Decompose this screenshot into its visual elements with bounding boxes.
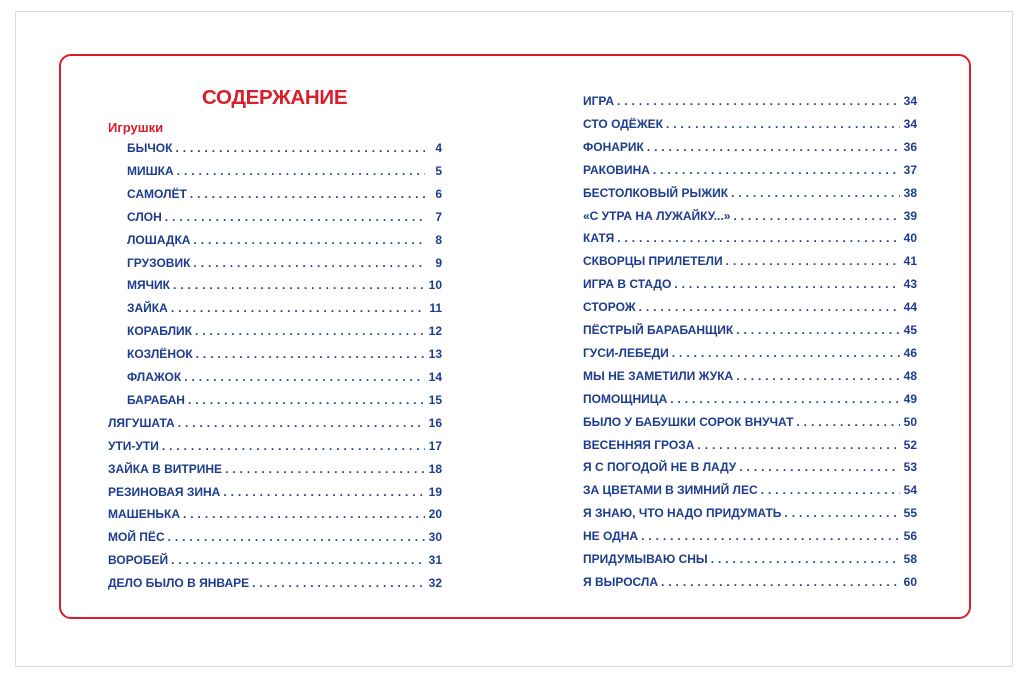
toc-entry-page: 10	[428, 278, 442, 293]
toc-entry-page: 46	[903, 345, 917, 360]
dot-leader	[653, 163, 900, 177]
toc-entry-page: 41	[903, 254, 917, 269]
dot-leader	[731, 186, 900, 200]
toc-entry-title: БЫЧОК	[127, 141, 173, 155]
toc-entry-title: СТОРОЖ	[583, 300, 636, 315]
toc-entry-page: 30	[428, 530, 442, 545]
toc-entry	[108, 553, 442, 573]
toc-entry-title: КОЗЛЁНОК	[127, 347, 193, 362]
section-heading-toys: Игрушки	[108, 120, 164, 135]
toc-entry-page: 49	[903, 391, 917, 406]
dot-leader	[739, 460, 900, 474]
toc-entry-title: САМОЛЁТ	[127, 186, 187, 201]
toc-entry	[583, 529, 917, 549]
toc-entry-title: КАТЯ	[583, 231, 615, 246]
dot-leader	[171, 301, 425, 315]
dot-leader	[639, 300, 900, 314]
toc-entry-title: ДЕЛО БЫЛО В ЯНВАРЕ	[108, 576, 250, 591]
toc-entry-title: ФЛАЖОК	[127, 370, 182, 384]
toc-entry	[127, 324, 442, 344]
toc-entry	[108, 530, 442, 550]
toc-entry	[127, 301, 442, 321]
toc-entry	[583, 277, 917, 297]
dot-leader	[784, 506, 900, 520]
toc-entry-title: ВОРОБЕЙ	[108, 553, 169, 568]
toc-entry-title: ЛЯГУШАТА	[108, 415, 175, 430]
toc-entry	[108, 416, 442, 436]
dot-leader	[190, 187, 425, 201]
toc-entry	[583, 300, 917, 320]
dot-leader	[736, 323, 900, 337]
toc-entry-title: ЗАЙКА В ВИТРИНЕ	[108, 461, 223, 476]
page-title: СОДЕРЖАНИЕ	[202, 86, 348, 109]
dot-leader	[162, 439, 425, 453]
dot-leader	[171, 553, 425, 567]
toc-entry-title: МЯЧИК	[127, 278, 171, 293]
toc-entry-title: ЗА ЦВЕТАМИ В ЗИМНИЙ ЛЕС	[583, 483, 758, 498]
toc-entry-page: 54	[903, 483, 917, 498]
dot-leader	[184, 370, 425, 384]
toc-entry	[108, 507, 442, 527]
dot-leader	[175, 141, 425, 155]
toc-entry	[127, 393, 442, 413]
toc-entry-page: 43	[903, 277, 917, 292]
toc-entry	[583, 231, 917, 251]
toc-entry-page: 8	[435, 232, 442, 247]
toc-entry-title: ФОНАРИК	[583, 139, 644, 154]
toc-entry-page: 58	[903, 552, 917, 566]
toc-entry	[108, 485, 442, 505]
dot-leader	[173, 278, 425, 292]
toc-entry-page: 15	[428, 392, 442, 407]
toc-entry	[127, 278, 442, 298]
toc-entry-page: 16	[428, 415, 442, 430]
toc-entry-page: 60	[903, 574, 917, 589]
dot-leader	[617, 231, 900, 245]
toc-entry-page: 20	[428, 507, 442, 522]
toc-entry-page: 34	[903, 94, 917, 108]
toc-entry-page: 4	[435, 141, 442, 155]
toc-entry	[583, 392, 917, 412]
toc-entry-page: 18	[428, 461, 442, 476]
toc-entry	[583, 140, 917, 160]
dot-leader	[195, 324, 425, 338]
toc-entry-title: СТО ОДЁЖЕК	[583, 116, 663, 131]
toc-entry	[127, 233, 442, 253]
toc-entry	[583, 415, 917, 435]
toc-entry	[127, 141, 442, 161]
dot-leader	[223, 485, 425, 499]
toc-entry	[583, 552, 917, 572]
toc-entry-title: ВЕСЕННЯЯ ГРОЗА	[583, 437, 695, 452]
toc-entry-page: 14	[428, 370, 442, 384]
toc-entry	[583, 483, 917, 503]
toc-entry-page: 38	[903, 185, 917, 200]
toc-entry-title: УТИ-УТИ	[108, 438, 159, 453]
toc-entry-title: ПЁСТРЫЙ БАРАБАНЩИК	[583, 323, 734, 337]
toc-entry-title: БЫЛО У БАБУШКИ СОРОК ВНУЧАТ	[583, 414, 794, 429]
dot-leader	[733, 209, 900, 223]
toc-entry-page: 52	[903, 437, 917, 452]
dot-leader	[165, 210, 425, 224]
dot-leader	[674, 277, 900, 291]
dot-leader	[711, 552, 900, 566]
toc-entry-page: 6	[435, 186, 442, 201]
toc-entry	[583, 117, 917, 137]
toc-entry-title: Я ЗНАЮ, ЧТО НАДО ПРИДУМАТЬ	[583, 506, 782, 521]
dot-leader	[761, 483, 900, 497]
dot-leader	[672, 346, 900, 360]
toc-entry-page: 9	[435, 255, 442, 270]
toc-entry	[583, 254, 917, 274]
toc-entry-title: ПРИДУМЫВАЮ СНЫ	[583, 552, 708, 566]
dot-leader	[617, 94, 900, 108]
toc-entry	[583, 323, 917, 343]
dot-leader	[697, 438, 900, 452]
dot-leader	[168, 530, 425, 544]
toc-entry-title: МИШКА	[127, 163, 174, 178]
toc-entry	[108, 576, 442, 596]
toc-entry-page: 55	[903, 506, 917, 521]
toc-entry-title: ПОМОЩНИЦА	[583, 391, 668, 406]
toc-entry-page: 13	[428, 347, 442, 362]
toc-entry-title: СЛОН	[127, 209, 162, 224]
toc-entry-title: БЕСТОЛКОВЫЙ РЫЖИК	[583, 185, 729, 200]
toc-entry-page: 39	[903, 208, 917, 223]
toc-entry-title: Я С ПОГОДОЙ НЕ В ЛАДУ	[583, 460, 737, 475]
toc-entry-page: 45	[903, 323, 917, 337]
toc-entry-page: 56	[903, 529, 917, 544]
dot-leader	[196, 347, 425, 361]
toc-entry-page: 34	[903, 116, 917, 131]
toc-entry	[127, 187, 442, 207]
dot-leader	[726, 254, 900, 268]
toc-entry	[583, 94, 917, 114]
toc-entry	[583, 186, 917, 206]
toc-entry-title: КОРАБЛИК	[127, 324, 192, 339]
dot-leader	[641, 529, 900, 543]
toc-entry-title: РАКОВИНА	[583, 162, 650, 177]
toc-entry	[127, 256, 442, 276]
dot-leader	[252, 576, 425, 590]
toc-entry-title: БАРАБАН	[127, 392, 185, 407]
dot-leader	[183, 507, 425, 521]
dot-leader	[796, 415, 900, 429]
toc-entry	[127, 210, 442, 230]
dot-leader	[666, 117, 900, 131]
toc-entry	[583, 163, 917, 183]
toc-entry-title: РЕЗИНОВАЯ ЗИНА	[108, 484, 221, 499]
toc-entry-title: ГРУЗОВИК	[127, 255, 191, 270]
toc-entry-page: 48	[903, 368, 917, 383]
toc-entry-page: 36	[903, 139, 917, 154]
toc-entry-page: 11	[429, 301, 442, 316]
toc-entry	[127, 164, 442, 184]
dot-leader	[188, 393, 425, 407]
dot-leader	[661, 575, 900, 589]
toc-entry-title: «С УТРА НА ЛУЖАЙКУ...»	[583, 208, 731, 223]
toc-entry-page: 50	[903, 414, 917, 429]
toc-entry-page: 40	[903, 231, 917, 246]
toc-entry-title: ИГРА В СТАДО	[583, 277, 672, 292]
toc-entry-title: МОЙ ПЁС	[108, 530, 165, 545]
toc-entry-title: ЛОШАДКА	[127, 232, 191, 247]
toc-entry-title: НЕ ОДНА	[583, 529, 639, 544]
toc-entry-title: ИГРА	[583, 94, 615, 108]
toc-entry-page: 5	[435, 163, 442, 178]
toc-entry-page: 19	[428, 484, 442, 499]
toc-entry	[583, 460, 917, 480]
toc-entry-page: 53	[903, 460, 917, 475]
toc-entry-title: Я ВЫРОСЛА	[583, 574, 659, 589]
toc-entry	[583, 209, 917, 229]
toc-entry	[127, 347, 442, 367]
toc-entry-page: 44	[903, 300, 917, 315]
toc-entry	[108, 462, 442, 482]
toc-entry	[583, 438, 917, 458]
dot-leader	[225, 462, 425, 476]
dot-leader	[647, 140, 900, 154]
dot-leader	[193, 256, 425, 270]
dot-leader	[178, 416, 425, 430]
toc-entry-title: СКВОРЦЫ ПРИЛЕТЕЛИ	[583, 254, 723, 269]
toc-entry-page: 31	[428, 553, 442, 568]
dot-leader	[193, 233, 425, 247]
toc-entry-title: ГУСИ-ЛЕБЕДИ	[583, 345, 669, 360]
dot-leader	[736, 369, 900, 383]
toc-entry-page: 7	[435, 209, 442, 224]
toc-entry-title: МАШЕНЬКА	[108, 507, 181, 522]
toc-entry	[583, 369, 917, 389]
toc-entry-page: 12	[428, 324, 442, 339]
toc-entry-title: МЫ НЕ ЗАМЕТИЛИ ЖУКА	[583, 368, 734, 383]
toc-entry-page: 37	[903, 162, 917, 177]
dot-leader	[177, 164, 425, 178]
dot-leader	[670, 392, 900, 406]
toc-entry-page: 32	[428, 576, 442, 591]
toc-entry	[583, 346, 917, 366]
toc-entry	[583, 506, 917, 526]
toc-entry	[127, 370, 442, 390]
toc-entry	[583, 575, 917, 595]
toc-entry	[108, 439, 442, 459]
toc-entry-title: ЗАЙКА	[127, 301, 168, 316]
toc-entry-page: 17	[428, 438, 442, 453]
